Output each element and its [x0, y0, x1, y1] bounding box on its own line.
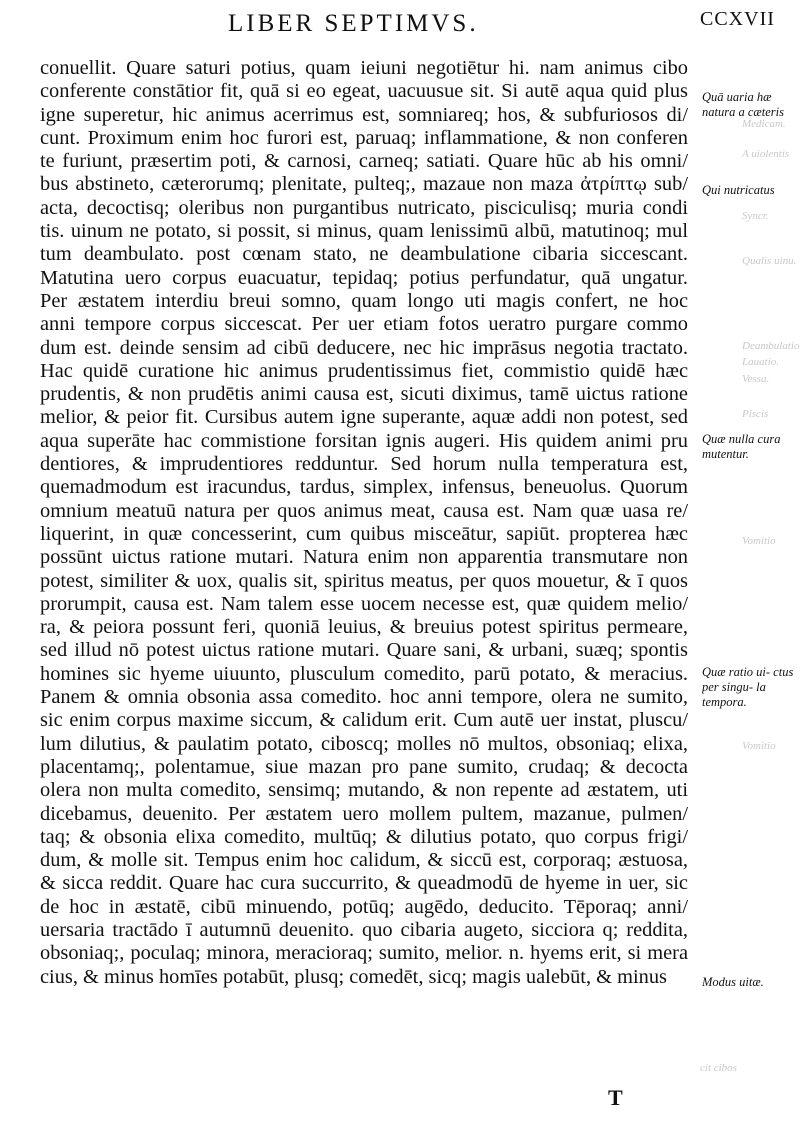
text-line: igne superetur, hic animus acerrimus est, somniareq; hos, & subfuriosos di/ — [40, 103, 688, 126]
text-line: ra, & peiora possunt feri, quoniā leuius, & breuius potest spiritus permeare, — [40, 616, 688, 639]
text-line: conuellit. Quare saturi potius, quam ieiuni negotiētur hi. nam animus cibo — [40, 57, 688, 79]
folio-number: CCXVII — [700, 8, 775, 30]
text-line: olera non multa comedito, sensimq; mutando, & non repente ad æstatem, uti — [40, 779, 688, 802]
text-line: cius, & minus homīes potabūt, plusq; comedēt, sicq; magis ualebūt, & minus — [40, 965, 667, 988]
text-line: Panem & omnia obsonia assa comedito. hoc anni tempore, olera ne sumito, — [40, 686, 688, 709]
text-line: Per æstatem interdiu breui somno, quam longo uti magis confert, ne hoc — [40, 289, 688, 312]
signature-mark: T — [608, 1085, 623, 1110]
text-line: bus abstineto, cæterorumq; plenitate, pulteq;, mazaue non maza ἀτρίπτῳ sub/ — [40, 173, 688, 196]
bleed-through-text: Deambulatio — [742, 340, 800, 352]
text-line: te furiunt, præsertim poti, & carnosi, carneq; satiati. Quare hūc ab his omni/ — [40, 150, 688, 173]
margin-note: Quæ nulla cura mutentur. — [702, 432, 781, 461]
text-line: acta, decoctisq; oleribus non purgantibus nutricato, pisciculisq; muria condi — [40, 196, 688, 219]
bleed-through-text: Piscis — [742, 408, 769, 420]
text-line: prudentis, & non prudētis animi causa est, sicuti diximus, tamē uictus ratione — [40, 383, 688, 406]
text-line: uersaria tractādo ī autumnū deuenito. quo cibaria augeto, sicciora q; reddita, — [40, 918, 688, 941]
main-text-block — [40, 57, 688, 989]
text-line: Matutina uero corpus euacuatur, tepidaq; potius perfundatur, quā ungatur. — [40, 266, 688, 289]
text-line: dum est. deinde sensim ad cibū deducere, nec hic imprāsus negotia tractato. — [40, 336, 688, 359]
text-line: homines sic hyeme uiuunto, plusculum comedito, parū potato, & meracius. — [40, 662, 688, 685]
text-line: prorumpit, causa est. Nam talem esse uocem necesse est, quæ quidem melio/ — [40, 592, 688, 615]
text-line: possūnt uictus ratione mutari. Natura enim non apparentia transmutare non — [40, 546, 688, 569]
text-line: taq; & obsonia elixa comedito, multūq; & dilutius potato, quo corpus frigi/ — [40, 825, 688, 848]
text-line: aqua superāte hac commistione forsitan ignis augeri. His quidem animi pru — [40, 429, 688, 452]
bleed-through-text: Syncr. — [742, 210, 769, 222]
text-line: anni tempore corpus siccescat. Per uer etiam fotos ueratro purgare commo — [40, 313, 688, 336]
text-line: cunt. Proximum enim hoc furori est, paruaq; inflammatione, & non conferen — [40, 126, 688, 149]
text-line: dum, & molle sit. Tempus enim hoc calidum, & siccū est, corporaq; æstuosa, — [40, 849, 688, 872]
text-line: dicebamus, deuenito. Per æstatem uero mollem pultem, mazanue, pulmen/ — [40, 802, 688, 825]
text-line: de hoc in æstatē, cibū minuendo, potūq; augēdo, deducito. Tēporaq; anni/ — [40, 895, 688, 918]
text-line: placentamq;, polentamue, siue mazan pro pane sumito, crudaq; & decocta — [40, 755, 688, 778]
bleed-through-text: Medicam. — [742, 118, 786, 130]
bleed-through-text: cit cibos — [700, 1062, 737, 1074]
text-line: lum dilutius, & paulatim potato, ciboscq; molles nō multos, obsoniaq; elixa, — [40, 732, 688, 755]
text-line: quemadmodum est iracundus, tardus, simplex, infensus, beneuolus. Quorum — [40, 476, 688, 499]
running-head: LIBER SEPTIMVS. — [228, 10, 479, 37]
text-line: melior, & peior fit. Cursibus autem igne superante, aquæ addi non potest, sed — [40, 406, 688, 429]
bleed-through-text: Vomitio — [742, 740, 776, 752]
text-line: Hac quidē curatione hic animus prudentissimus fiet, commistio quidē hæc — [40, 359, 688, 382]
text-line: sed illud nō potest uictus ratione mutari. Quare sani, & urbani, suæq; spontis — [40, 639, 688, 662]
text-line: tis. uinum ne potato, si possit, si minus, quam lenissimū albū, matutinoq; mul — [40, 220, 688, 243]
margin-note: Quā uaria hæ natura a cæteris — [702, 90, 784, 119]
text-line: obsoniaq;, poculaq; minora, meracioraq; sumito, melior. n. hyems erit, si mera — [40, 942, 688, 965]
text-line: & sicca reddit. Quare hac cura succurrito, & queadmodū de hyeme in uer, sic — [40, 872, 688, 895]
text-line: conferente constātior fit, quā si eo egeat, uacuusue sit. Si autē aqua quid plus — [40, 80, 688, 103]
bleed-through-text: Qualis uinu. — [742, 255, 797, 267]
bleed-through-text: Vessa. — [742, 373, 770, 385]
text-line: tum deambulato. post cœnam stato, ne deambulatione cibaria siccescant. — [40, 243, 688, 266]
page-header — [0, 2, 800, 52]
bleed-through-text: Vomitio — [742, 535, 776, 547]
bleed-through-text: Lauatio. — [742, 356, 779, 368]
text-line: omnium meatuū natura per quos animus meat, causa est. Nam quæ uasa re/ — [40, 499, 688, 522]
margin-note: Qui nutricatus — [702, 183, 775, 197]
text-line: liquerint, in quæ concesserint, cum quibus misceātur, sapiūt. propterea hæc — [40, 522, 688, 545]
text-line: sic enim corpus maxime siccum, & calidum erit. Cum autē uer instat, pluscu/ — [40, 709, 688, 732]
text-line: dentiores, & imprudentiores redduntur. Sed horum nulla temperatura est, — [40, 453, 688, 476]
bleed-through-text: A uiolentis — [742, 148, 790, 160]
margin-note: Modus uitæ. — [702, 975, 764, 989]
margin-note: Quæ ratio ui- ctus per singu- la tempora. — [702, 665, 794, 709]
text-line: potest, similiter & uox, qualis sit, spiritus meatus, per quos mouetur, & ī quos — [40, 569, 688, 592]
